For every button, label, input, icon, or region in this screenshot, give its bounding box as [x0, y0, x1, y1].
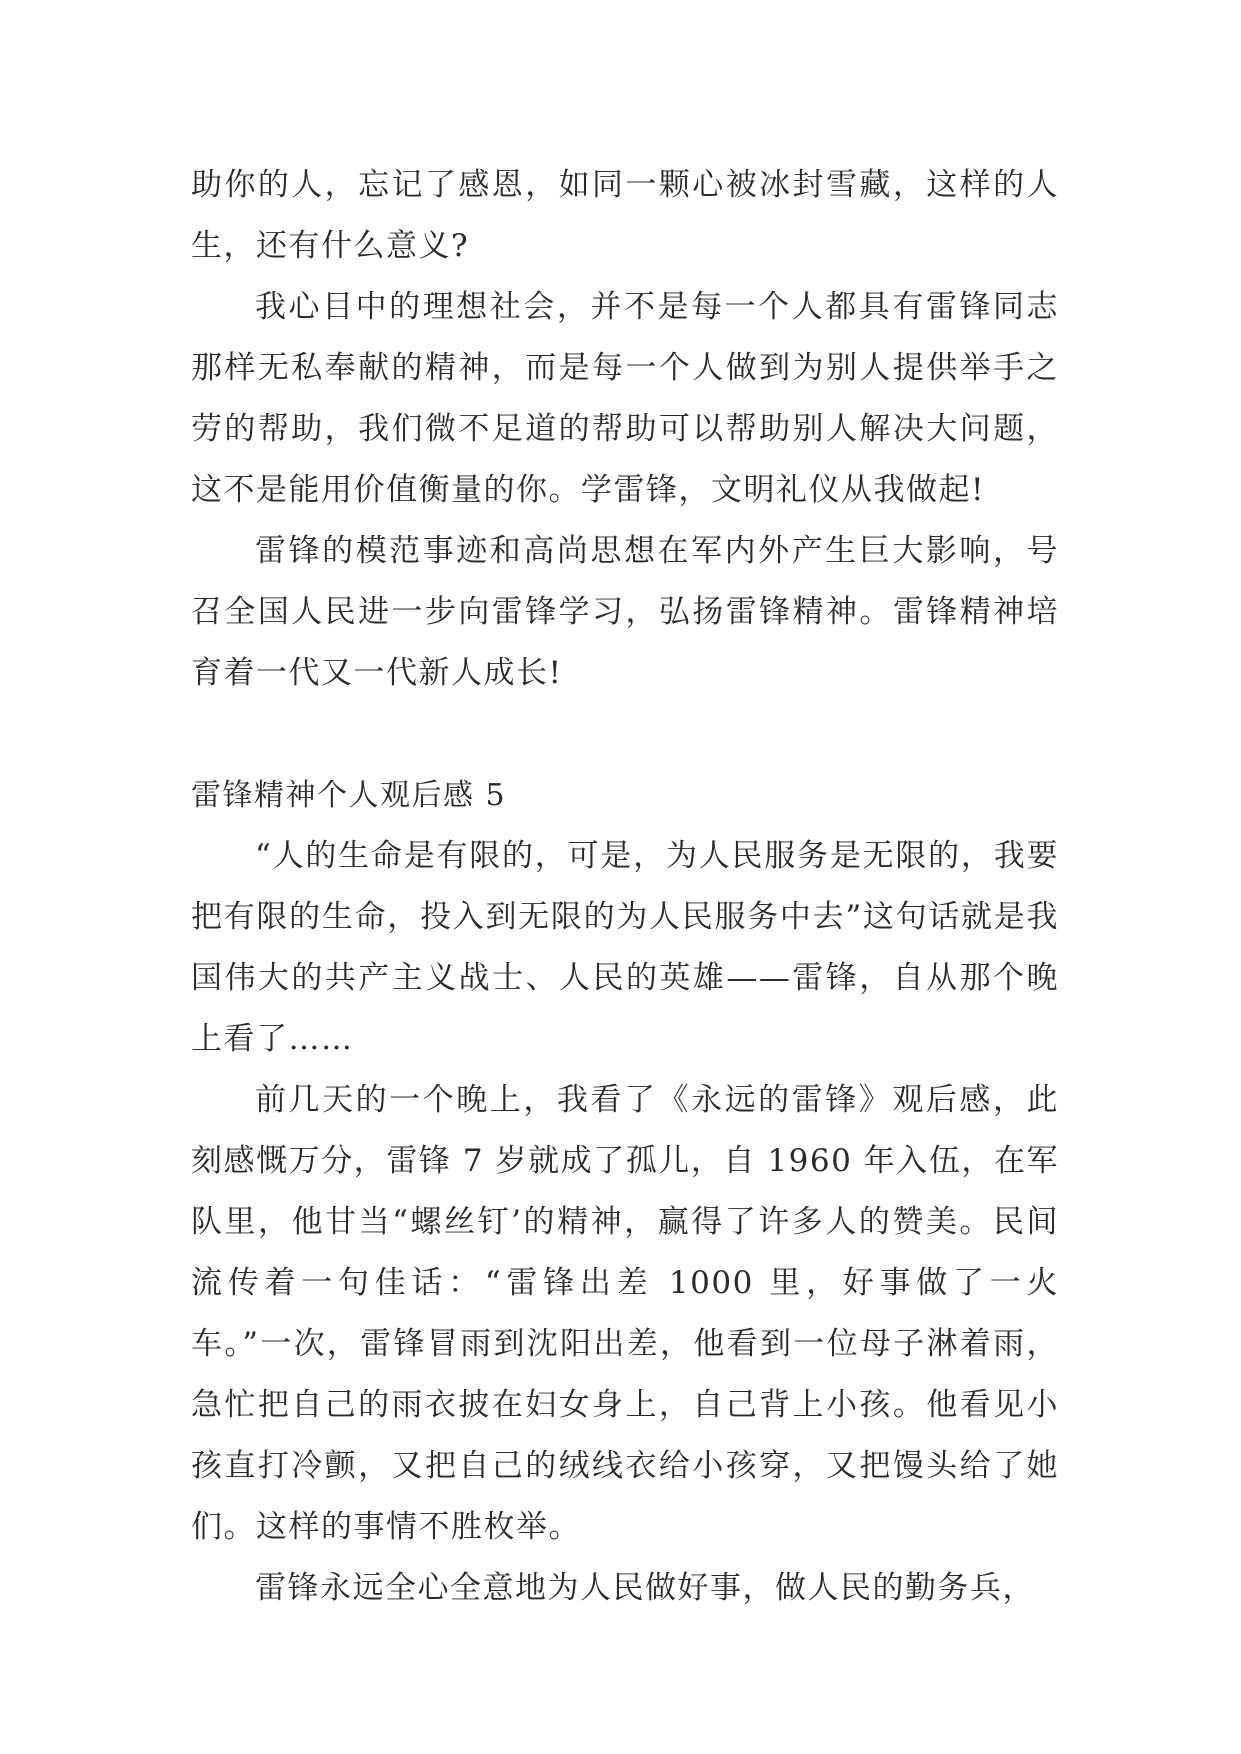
paragraph-movie-review: 前几天的一个晚上，我看了《永远的雷锋》观后感，此刻感慨万分，雷锋 7 岁就成了孤儿，自 1960 年入伍，在军队里，他甘当“螺丝钉’的精神，赢得了许多人的赞美。民间流传着一句佳话：“雷锋出差 1000 里，好事做了一火车。”一次，雷锋冒雨到沈阳出差，他看到一位母子淋着雨，急忙把自己的雨衣披在妇女身上，自己背上小孩。他看见小孩直打冷颤，又把自己的绒线衣给小孩穿，又把馒头给了她们。这样的事情不胜枚举。 [191, 1082, 1059, 1545]
paragraph-good-deeds: 雷锋永远全心全意地为人民做好事，做人民的勤务兵， [255, 1570, 1035, 1606]
paragraph-ideal-society: 我心目中的理想社会，并不是每一个人都具有雷锋同志那样无私奉献的精神，而是每一个人做到为别人提供举手之劳的帮助，我们微不足道的帮助可以帮助别人解决大问题，这不是能用价值衡量的你。学雷锋，文明礼仪从我做起! [191, 289, 1059, 508]
section-heading: 雷锋精神个人观后感 5 [191, 778, 507, 813]
paragraph-lei-feng-influence: 雷锋的模范事迹和高尚思想在军内外产生巨大影响，号召全国人民进一步向雷锋学习，弘扬雷锋精神。雷锋精神培育着一代又一代新人成长! [191, 533, 1059, 691]
document-body [191, 155, 1059, 1619]
paragraph-quote: “人的生命是有限的，可是，为人民服务是无限的，我要把有限的生命，投入到无限的为人民服务中去”这句话就是我国伟大的共产主义战士、人民的英雄——雷锋，自从那个晚上看了…… [191, 838, 1059, 1057]
paragraph-continued: 助你的人，忘记了感恩，如同一颗心被冰封雪藏，这样的人生，还有什么意义? [191, 167, 1059, 264]
